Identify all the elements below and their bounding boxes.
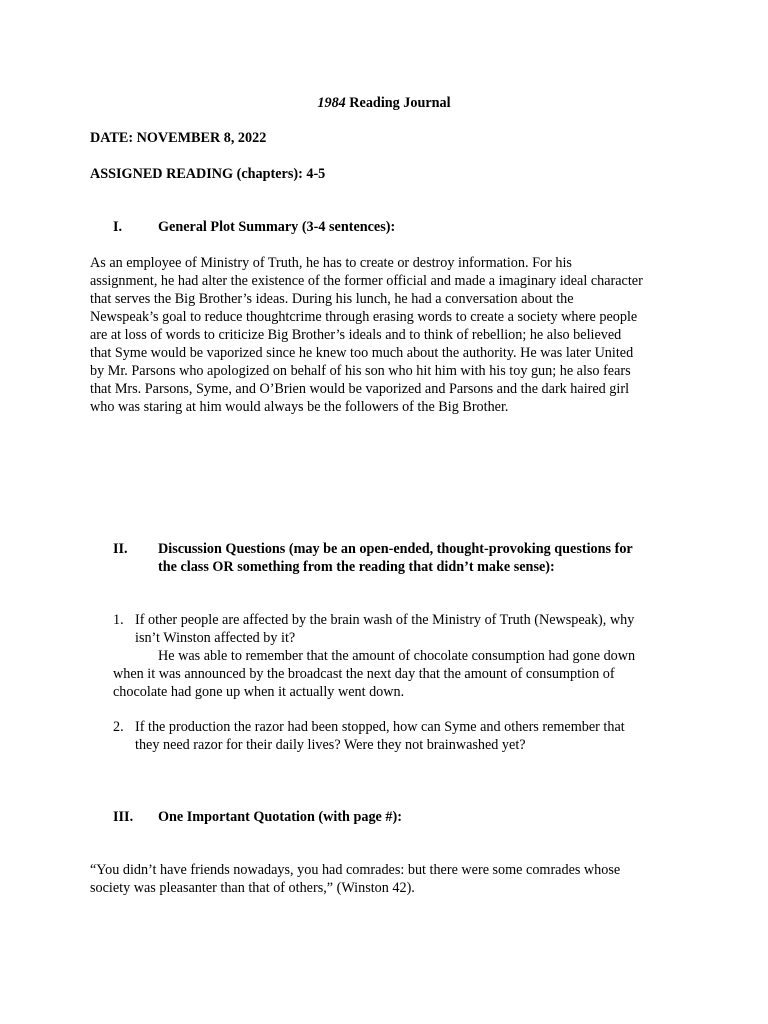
answer-line: chocolate had gone up when it actually went down. (113, 684, 405, 700)
question-1-text (135, 611, 634, 647)
answer-line: when it was announced by the broadcast the next day that the amount of consumption of (113, 666, 615, 682)
section-2-heading (158, 540, 633, 576)
section-1-heading: General Plot Summary (3-4 sentences): (158, 219, 396, 235)
question-line: If the production the razor had been stopped, how can Syme and others remember that (135, 719, 625, 735)
page-title (0, 94, 768, 112)
date-line: DATE: NOVEMBER 8, 2022 (90, 130, 267, 146)
quote-line: society was pleasanter than that of others,” (Winston 42). (90, 880, 415, 896)
summary-line: are at loss of words to criticize Big Brother’s ideals and to think of rebellion; he also believed (90, 327, 622, 343)
summary-line: that Syme would be vaporized since he knew too much about the authority. He was later United (90, 345, 634, 361)
section-3-numeral: III. (113, 809, 134, 825)
section-2-heading-line: the class OR something from the reading that didn’t make sense): (158, 559, 555, 575)
summary-line: Newspeak’s goal to reduce thoughtcrime through erasing words to create a society where people (90, 309, 638, 325)
quotation-paragraph (90, 861, 690, 897)
question-2-text (135, 718, 625, 754)
summary-line: that Mrs. Parsons, Syme, and O’Brien would be vaporized and Parsons and the dark haired girl (90, 381, 630, 397)
section-2-numeral: II. (113, 541, 128, 557)
title-rest: Reading Journal (345, 95, 451, 111)
question-line: isn’t Winston affected by it? (135, 630, 296, 646)
section-1-numeral: I. (113, 219, 123, 235)
summary-line: who was staring at him would always be the followers of the Big Brother. (90, 399, 509, 415)
section-2-heading-line: Discussion Questions (may be an open-ended, thought-provoking questions for (158, 541, 633, 557)
question-line: they need razor for their daily lives? Were they not brainwashed yet? (135, 737, 526, 753)
answer-1-text (113, 665, 615, 701)
assigned-reading-line: ASSIGNED READING (chapters): 4-5 (90, 166, 326, 182)
summary-line: As an employee of Ministry of Truth, he has to create or destroy information. For his (90, 255, 572, 271)
plot-summary-paragraph (90, 254, 690, 416)
question-2-number: 2. (113, 719, 124, 735)
section-3-heading: One Important Quotation (with page #): (158, 809, 402, 825)
title-italic: 1984 (317, 95, 346, 111)
question-line: If other people are affected by the brain wash of the Ministry of Truth (Newspeak), why (135, 612, 635, 628)
summary-line: that serves the Big Brother’s ideas. During his lunch, he had a conversation about the (90, 291, 574, 307)
quote-line: “You didn’t have friends nowadays, you had comrades: but there were some comrades whose (90, 862, 621, 878)
question-1-number: 1. (113, 612, 124, 628)
summary-line: assignment, he had alter the existence of the former official and made a imaginary ideal character (90, 273, 643, 289)
summary-line: by Mr. Parsons who apologized on behalf of his son who hit him with his toy gun; he also fears (90, 363, 631, 379)
answer-1-first-line: He was able to remember that the amount of chocolate consumption had gone down (158, 648, 636, 664)
